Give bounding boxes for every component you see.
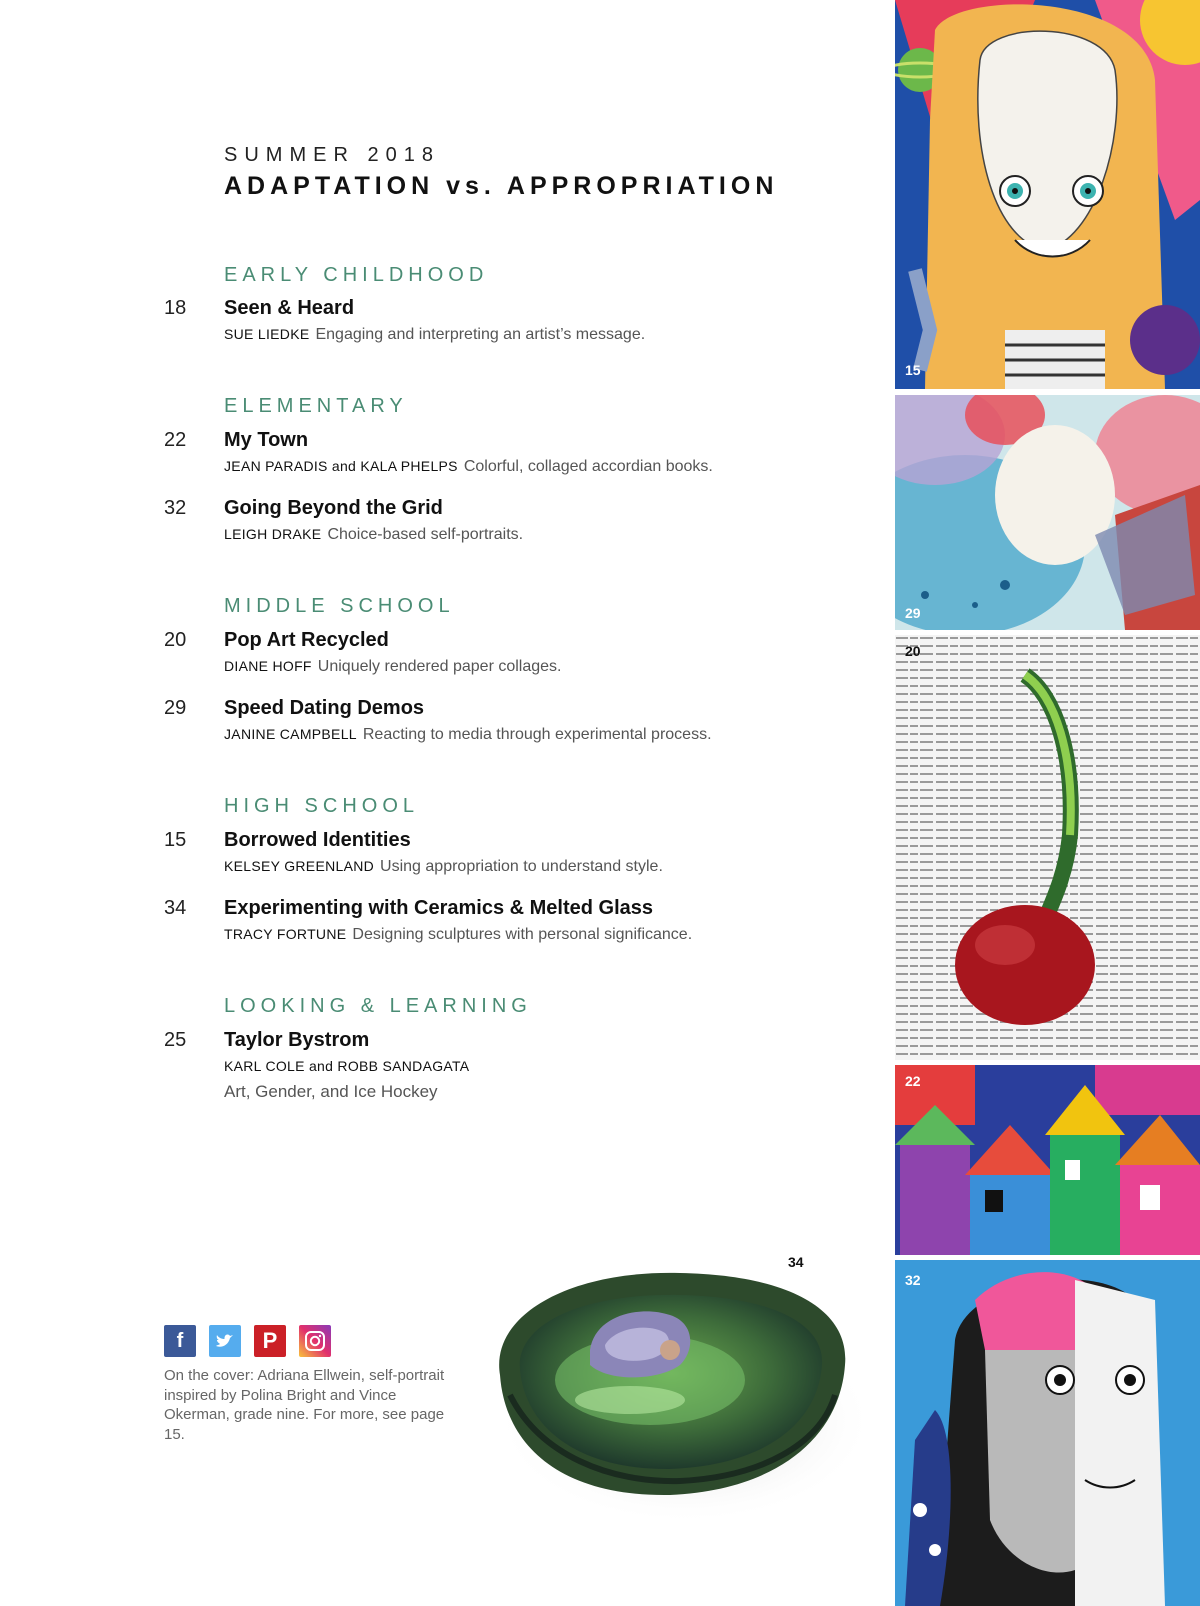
byline [224,526,523,544]
article-title[interactable]: Taylor Bystrom [224,1029,370,1051]
town-houses-collage-image [895,1065,1200,1255]
article-title[interactable]: Pop Art Recycled [224,629,389,651]
toc-entry[interactable] [0,1029,880,1109]
article-title[interactable]: Experimenting with Ceramics & Melted Glass [224,897,654,919]
article-description: Colorful, collaged accordian books. [463,458,713,475]
facebook-icon[interactable]: f [164,1325,196,1357]
toc-entry[interactable] [0,497,880,557]
byline [224,658,562,676]
article-description: Uniquely rendered paper collages. [317,658,562,675]
pinterest-icon[interactable]: P [254,1325,286,1357]
page-number: 32 [164,497,187,519]
author-names: KARL COLE and ROBB SANDAGATA [224,1058,470,1074]
toc-entry[interactable] [0,897,880,957]
article-title[interactable]: Speed Dating Demos [224,697,425,719]
page-number: 15 [164,829,187,851]
article-description: Designing sculptures with personal significance. [352,926,693,943]
issue-date: SUMMER 2018 [224,144,440,166]
page-number: 18 [164,297,187,319]
image-page-number: 34 [788,1254,804,1270]
author-names: JANINE CAMPBELL [224,726,357,742]
article-description: Art, Gender, and Ice Hockey [224,1082,438,1101]
article-description: Engaging and interpreting an artist’s message. [315,326,646,343]
author-names: KELSEY GREENLAND [224,858,375,874]
article-description: Reacting to media through experimental process. [362,726,712,743]
image-page-number: 22 [905,1073,921,1089]
article-title[interactable]: Borrowed Identities [224,829,411,851]
toc-entry[interactable] [0,829,880,889]
byline [224,1058,469,1076]
page-number: 34 [164,897,187,919]
section-heading: LOOKING & LEARNING [224,995,532,1017]
article-description: Using appropriation to understand style. [380,858,663,875]
image-page-number: 20 [905,643,921,659]
author-names: LEIGH DRAKE [224,526,322,542]
section-heading: HIGH SCHOOL [224,795,420,817]
article-title[interactable]: Seen & Heard [224,297,355,319]
article-title[interactable]: Going Beyond the Grid [224,497,443,519]
twitter-icon[interactable] [209,1325,241,1357]
byline [224,326,645,344]
portrait-artwork-image [895,0,1200,389]
toc-entry[interactable] [0,697,880,757]
ceramic-bowl-image [480,1255,870,1535]
page-number: 22 [164,429,187,451]
instagram-icon[interactable] [299,1325,331,1357]
image-page-number: 29 [905,605,921,621]
social-links [164,1325,331,1357]
page-number: 20 [164,629,187,651]
author-names: TRACY FORTUNE [224,926,347,942]
section-heading: MIDDLE SCHOOL [224,595,455,617]
section-heading: EARLY CHILDHOOD [224,264,489,286]
toc-entry[interactable] [0,629,880,689]
author-names: JEAN PARADIS and KALA PHELPS [224,458,458,474]
author-names: SUE LIEDKE [224,326,310,342]
image-page-number: 32 [905,1272,921,1288]
author-names: DIANE HOFF [224,658,312,674]
cherry-collage-image [895,635,1200,1060]
page-number: 29 [164,697,187,719]
byline [224,726,712,744]
section-heading: ELEMENTARY [224,395,408,417]
page-number: 25 [164,1029,187,1051]
toc-entry[interactable] [0,297,880,357]
article-title[interactable]: My Town [224,429,309,451]
byline [224,926,692,944]
byline [224,458,713,476]
split-portrait-image [895,1260,1200,1606]
toc-entry[interactable] [0,429,880,489]
byline [224,858,663,876]
image-page-number: 15 [905,362,921,378]
cover-caption: On the cover: Adriana Ellwein, self-portrait inspired by Polina Bright and Vince Okerman, grade nine. For more, see page 15. [164,1367,445,1443]
article-description: Choice-based self-portraits. [327,526,524,543]
issue-theme: ADAPTATION vs. APPROPRIATION [224,172,779,200]
watercolor-collage-image [895,395,1200,630]
